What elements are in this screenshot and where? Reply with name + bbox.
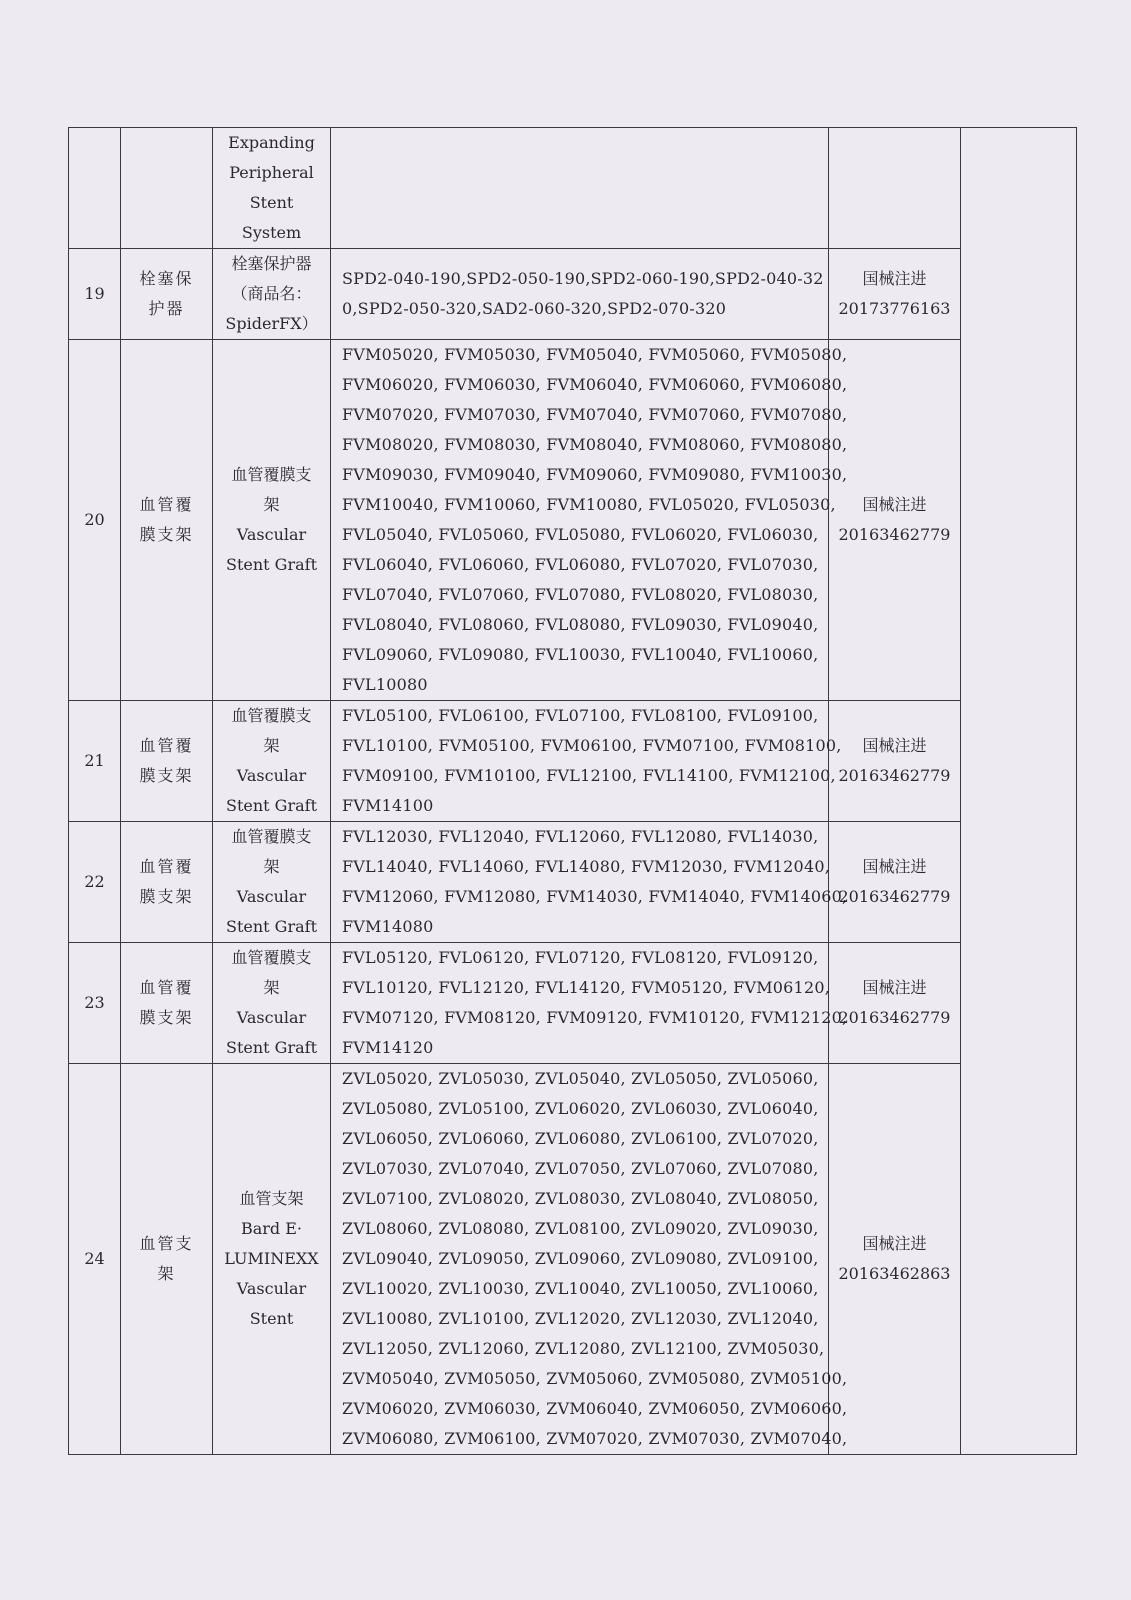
row-number: 23 (69, 943, 121, 1064)
registration-number (829, 128, 961, 249)
cell-line: LUMINEXX (224, 1249, 319, 1268)
product-name (213, 701, 331, 822)
product-category (121, 249, 213, 340)
model-list (331, 340, 848, 701)
product-category (121, 701, 213, 822)
model-line: ZVL07030, ZVL07040, ZVL07050, ZVL07060, ZVL07080, (342, 1159, 819, 1178)
row-number (69, 128, 121, 249)
cell-line: Stent Graft (226, 917, 317, 936)
cell-line: 20163462863 (838, 1264, 951, 1283)
cell-line: Vascular (236, 887, 307, 906)
cell-line: 血管支 (139, 1234, 194, 1253)
cell-line: 膜支架 (139, 766, 194, 785)
cell-line: 20163462779 (838, 887, 951, 906)
model-line: SPD2-040-190,SPD2-050-190,SPD2-060-190,SPD2-040-32 (342, 269, 824, 288)
product-name (213, 943, 331, 1064)
model-line: ZVL10020, ZVL10030, ZVL10040, ZVL10050, ZVL10060, (342, 1279, 819, 1298)
registration-table-body (69, 128, 1077, 1455)
model-line: ZVL07100, ZVL08020, ZVL08030, ZVL08040, ZVL08050, (342, 1189, 819, 1208)
model-line: FVL12030, FVL12040, FVL12060, FVL12080, FVL14030, (342, 827, 819, 846)
row-number: 19 (69, 249, 121, 340)
model-line: FVM08020, FVM08030, FVM08040, FVM08060, FVM08080, (342, 435, 848, 454)
registration-number (829, 340, 961, 701)
model-line: FVM09100, FVM10100, FVL12100, FVL14100, FVM12100, (342, 766, 836, 785)
model-list (331, 822, 848, 943)
model-line: ZVM06020, ZVM06030, ZVM06040, ZVM06050, ZVM06060, (342, 1399, 848, 1418)
cell-line: 膜支架 (139, 525, 194, 544)
model-line: FVL14040, FVL14060, FVL14080, FVM12030, FVM12040, (342, 857, 830, 876)
cell-line: Vascular (236, 1008, 307, 1027)
model-list (331, 128, 829, 249)
cell-line: Expanding (228, 133, 315, 152)
model-line: FVM14100 (342, 796, 434, 815)
model-line: ZVL05020, ZVL05030, ZVL05040, ZVL05050, ZVL05060, (342, 1069, 819, 1088)
registration-number (829, 701, 961, 822)
model-line: ZVL12050, ZVL12060, ZVL12080, ZVL12100, ZVM05030, (342, 1339, 825, 1358)
cell-line: Stent (249, 193, 294, 212)
cell-line: 血管覆 (139, 495, 194, 514)
model-line: FVL07040, FVL07060, FVL07080, FVL08020, FVL08030, (342, 585, 819, 604)
registration-number (829, 822, 961, 943)
cell-line: Peripheral (229, 163, 314, 182)
cell-line: 膜支架 (139, 1008, 194, 1027)
table-row (69, 701, 1077, 822)
model-line: FVL05040, FVL05060, FVL05080, FVL06020, FVL06030, (342, 525, 819, 544)
cell-line: 国械注进 (862, 1234, 927, 1253)
table-row (69, 340, 1077, 701)
registration-number (829, 943, 961, 1064)
cell-line: 血管覆膜支 (231, 827, 312, 846)
product-name (213, 249, 331, 340)
cell-line: Vascular (236, 1279, 307, 1298)
cell-line: Vascular (236, 766, 307, 785)
model-line: FVL09060, FVL09080, FVL10030, FVL10040, FVL10060, (342, 645, 819, 664)
model-line: ZVM06080, ZVM06100, ZVM07020, ZVM07030, ZVM07040, (342, 1429, 848, 1448)
registration-number (829, 249, 961, 340)
cell-line: 架 (263, 736, 280, 755)
table-row (69, 822, 1077, 943)
cell-line: Vascular (236, 525, 307, 544)
model-line: FVM06020, FVM06030, FVM06040, FVM06060, FVM06080, (342, 375, 848, 394)
cell-line: Stent Graft (226, 1038, 317, 1057)
cell-line: 架 (263, 495, 280, 514)
cell-line: 20163462779 (838, 766, 951, 785)
model-line: FVM05020, FVM05030, FVM05040, FVM05060, FVM05080, (342, 345, 848, 364)
model-line: FVL10120, FVL12120, FVL14120, FVM05120, FVM06120, (342, 978, 830, 997)
table-row (69, 249, 1077, 340)
model-line: FVL10080 (342, 675, 428, 694)
row-number: 24 (69, 1064, 121, 1455)
model-line: ZVL06050, ZVL06060, ZVL06080, ZVL06100, ZVL07020, (342, 1129, 819, 1148)
model-list (331, 701, 842, 822)
cell-line: 血管覆膜支 (231, 706, 312, 725)
model-line: FVM07020, FVM07030, FVM07040, FVM07060, FVM07080, (342, 405, 848, 424)
model-line: FVM09030, FVM09040, FVM09060, FVM09080, FVM10030, (342, 465, 848, 484)
model-line: FVL05100, FVL06100, FVL07100, FVL08100, FVL09100, (342, 706, 819, 725)
registration-table (68, 127, 1077, 1455)
cell-line: 国械注进 (862, 857, 927, 876)
table-row (69, 1064, 1077, 1455)
cell-line: Stent Graft (226, 796, 317, 815)
cell-line: 血管支架 (239, 1189, 304, 1208)
cell-line: 护器 (148, 299, 185, 318)
cell-line: 国械注进 (862, 495, 927, 514)
cell-line: 国械注进 (862, 269, 927, 288)
model-list (331, 249, 829, 340)
cell-line: 20163462779 (838, 525, 951, 544)
model-line: ZVM05040, ZVM05050, ZVM05060, ZVM05080, ZVM05100, (342, 1369, 848, 1388)
model-line: ZVL09040, ZVL09050, ZVL09060, ZVL09080, ZVL09100, (342, 1249, 819, 1268)
cell-line: 血管覆 (139, 736, 194, 755)
cell-line: 架 (157, 1264, 176, 1283)
row-number: 21 (69, 701, 121, 822)
cell-line: Bard E· (240, 1219, 303, 1238)
model-line: FVM14080 (342, 917, 434, 936)
product-category (121, 1064, 213, 1455)
cell-line: 栓塞保护器 (231, 254, 312, 273)
product-category (121, 822, 213, 943)
model-line: FVL06040, FVL06060, FVL06080, FVL07020, FVL07030, (342, 555, 819, 574)
cell-line: 栓塞保 (139, 269, 194, 288)
product-category (121, 340, 213, 701)
model-line: ZVL10080, ZVL10100, ZVL12020, ZVL12030, ZVL12040, (342, 1309, 819, 1328)
product-name (213, 1064, 331, 1455)
model-line: ZVL08060, ZVL08080, ZVL08100, ZVL09020, ZVL09030, (342, 1219, 819, 1238)
cell-line: 膜支架 (139, 887, 194, 906)
product-category (121, 128, 213, 249)
model-list (331, 1064, 848, 1455)
cell-line: 架 (263, 978, 280, 997)
remarks-column (961, 128, 1077, 1455)
model-line: FVL08040, FVL08060, FVL08080, FVL09030, FVL09040, (342, 615, 819, 634)
model-list (331, 943, 848, 1064)
model-line: FVL05120, FVL06120, FVL07120, FVL08120, FVL09120, (342, 948, 819, 967)
model-line: FVM12060, FVM12080, FVM14030, FVM14040, FVM14060, (342, 887, 848, 906)
registration-number (829, 1064, 961, 1455)
product-name (213, 340, 331, 701)
cell-line: 血管覆 (139, 978, 194, 997)
model-line: 0,SPD2-050-320,SAD2-060-320,SPD2-070-320 (342, 299, 727, 318)
product-name (213, 822, 331, 943)
cell-line: SpiderFX） (225, 314, 318, 333)
model-line: FVL10100, FVM05100, FVM06100, FVM07100, FVM08100, (342, 736, 842, 755)
cell-line: 20163462779 (838, 1008, 951, 1027)
cell-line: 架 (263, 857, 280, 876)
product-category (121, 943, 213, 1064)
cell-line: System (241, 223, 302, 242)
row-number: 20 (69, 340, 121, 701)
cell-line: （商品名： (231, 284, 312, 303)
cell-line: Stent (249, 1309, 294, 1328)
cell-line: 血管覆膜支 (231, 948, 312, 967)
model-line: FVM10040, FVM10060, FVM10080, FVL05020, FVL05030, (342, 495, 836, 514)
table-row (69, 128, 1077, 249)
model-line: ZVL05080, ZVL05100, ZVL06020, ZVL06030, ZVL06040, (342, 1099, 819, 1118)
cell-line: 20173776163 (838, 299, 951, 318)
product-name (213, 128, 331, 249)
cell-line: 血管覆 (139, 857, 194, 876)
cell-line: Stent Graft (226, 555, 317, 574)
cell-line: 血管覆膜支 (231, 465, 312, 484)
model-line: FVM07120, FVM08120, FVM09120, FVM10120, FVM12120, (342, 1008, 848, 1027)
table-row (69, 943, 1077, 1064)
model-line: FVM14120 (342, 1038, 434, 1057)
cell-line: 国械注进 (862, 736, 927, 755)
row-number: 22 (69, 822, 121, 943)
cell-line: 国械注进 (862, 978, 927, 997)
